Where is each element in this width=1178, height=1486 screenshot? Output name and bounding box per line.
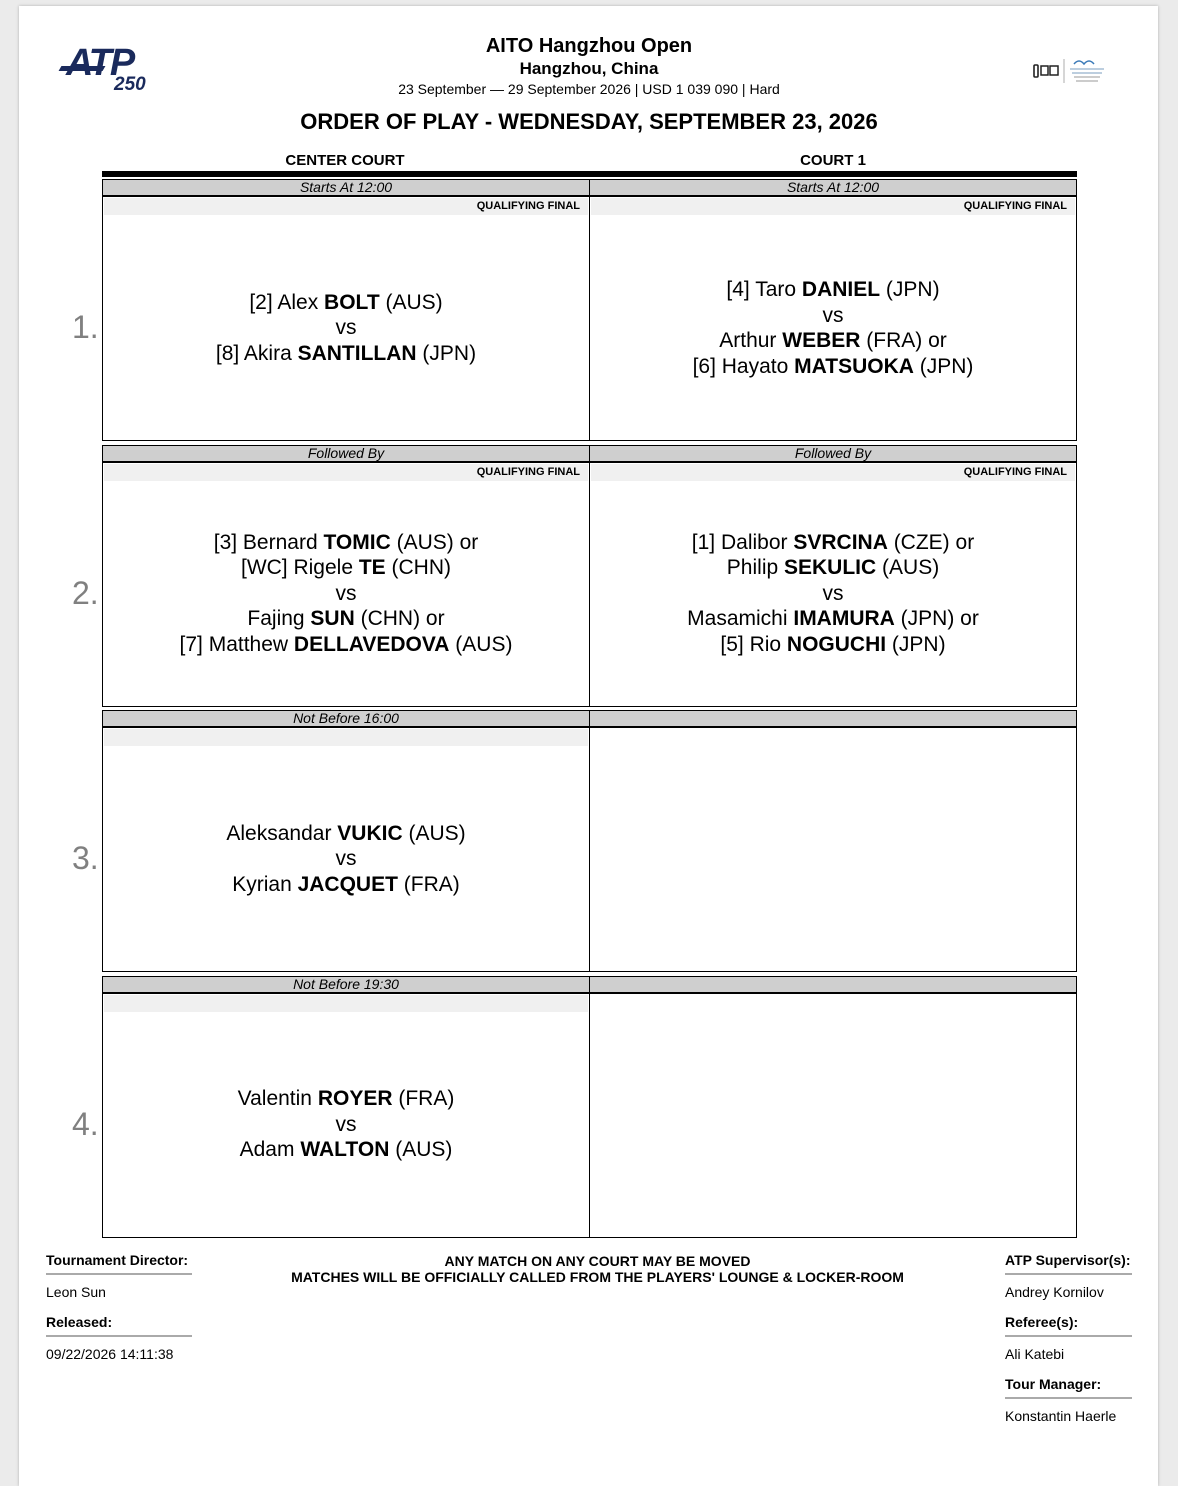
- time-band: Not Before 19:30: [102, 976, 590, 993]
- match-text: vs: [335, 847, 357, 871]
- released-divider: [46, 1335, 192, 1337]
- player-surname: VUKIC: [337, 821, 403, 845]
- player-surname: SANTILLAN: [297, 341, 417, 365]
- footer-notice: [250, 1253, 945, 1285]
- match-info: [102, 530, 590, 658]
- time-band: [589, 976, 1077, 993]
- supervisor-divider: [1005, 1273, 1132, 1275]
- match-line: [589, 581, 1077, 607]
- match-text: Fajing: [247, 607, 311, 631]
- match-text: [3] Bernard: [213, 530, 324, 554]
- player-surname: TE: [358, 556, 386, 580]
- match-text: [7] Matthew: [179, 632, 294, 656]
- tour-manager-label: Tour Manager:: [1005, 1376, 1102, 1392]
- match-text: (JPN): [886, 632, 946, 656]
- row-number: 3.: [72, 840, 99, 876]
- match-info: [589, 530, 1077, 658]
- footer-left: [46, 1252, 192, 1362]
- match-info: [102, 1086, 590, 1163]
- player-surname: SEKULIC: [784, 556, 877, 580]
- time-band: Not Before 16:00: [102, 710, 590, 727]
- notice-line-1: ANY MATCH ON ANY COURT MAY BE MOVED: [444, 1253, 751, 1269]
- player-surname: JACQUET: [297, 872, 398, 896]
- match-cell: [589, 727, 1077, 972]
- match-text: vs: [335, 581, 357, 605]
- player-surname: NOGUCHI: [786, 632, 887, 656]
- round-label: [104, 729, 588, 746]
- match-text: (AUS): [449, 632, 513, 656]
- match-text: (CHN): [385, 556, 452, 580]
- player-surname: WALTON: [300, 1138, 390, 1162]
- time-band: Followed By: [589, 445, 1077, 462]
- row-number: 4.: [72, 1105, 99, 1142]
- player-surname: TOMIC: [323, 530, 391, 554]
- player-surname: DANIEL: [801, 278, 881, 301]
- row-number: 2.: [72, 574, 99, 611]
- match-info: [102, 290, 590, 367]
- match-text: (AUS): [876, 556, 940, 580]
- match-line: [589, 530, 1077, 556]
- tournament-info: 23 September — 29 September 2026 | USD 1 039 090 | Hard: [398, 81, 780, 97]
- time-band: Followed By: [102, 445, 590, 462]
- match-text: (JPN) or: [894, 607, 979, 631]
- time-band: [589, 710, 1077, 727]
- match-text: (AUS): [402, 821, 466, 845]
- match-info: [102, 821, 590, 898]
- hangzhou-open-logo: [1030, 55, 1110, 89]
- match-line: [589, 555, 1077, 581]
- player-surname: IMAMURA: [793, 607, 895, 631]
- match-line: [102, 1112, 590, 1138]
- referee-label: Referee(s):: [1005, 1314, 1079, 1330]
- tournament-location: Hangzhou, China: [519, 59, 659, 78]
- match-text: vs: [335, 1112, 357, 1136]
- match-line: [102, 581, 590, 607]
- supervisor-value: Andrey Kornilov: [1005, 1284, 1104, 1300]
- director-label: Tournament Director:: [46, 1252, 189, 1268]
- match-text: [5] Rio: [720, 632, 787, 656]
- court-header-center: CENTER COURT: [285, 152, 405, 169]
- match-text: Masamichi: [687, 607, 794, 631]
- match-text: Aleksandar: [226, 821, 338, 845]
- match-line: [102, 821, 590, 847]
- director-divider: [46, 1273, 192, 1275]
- round-label: QUALIFYING FINAL: [104, 464, 588, 481]
- match-text: [8] Akira: [215, 341, 298, 365]
- match-text: vs: [822, 303, 844, 327]
- match-line: [102, 341, 590, 367]
- match-line: [589, 328, 1077, 354]
- player-surname: MATSUOKA: [794, 354, 914, 378]
- match-line: [102, 290, 590, 316]
- tour-manager-divider: [1005, 1397, 1132, 1399]
- match-line: [102, 606, 590, 632]
- match-text: (AUS): [389, 1138, 453, 1162]
- player-surname: SUN: [310, 607, 355, 631]
- match-line: [102, 530, 590, 556]
- round-label: QUALIFYING FINAL: [591, 198, 1075, 215]
- match-line: [589, 632, 1077, 658]
- match-line: [589, 606, 1077, 632]
- match-text: (JPN): [913, 354, 974, 378]
- director-value: Leon Sun: [46, 1284, 106, 1300]
- match-text: [4] Taro: [726, 278, 802, 301]
- player-surname: SVRCINA: [793, 530, 888, 554]
- match-text: (JPN): [880, 278, 940, 301]
- released-label: Released:: [46, 1314, 113, 1330]
- match-line: [102, 872, 590, 898]
- match-text: Adam: [239, 1138, 301, 1162]
- match-text: (FRA) or: [860, 329, 947, 352]
- match-text: (CZE) or: [887, 530, 975, 554]
- player-surname: ROYER: [317, 1087, 393, 1111]
- match-line: [102, 632, 590, 658]
- match-text: [WC] Rigele: [240, 556, 359, 580]
- match-line: [102, 1086, 590, 1112]
- match-text: (CHN) or: [354, 607, 445, 631]
- match-line: [102, 846, 590, 872]
- released-value: 09/22/2026 14:11:38: [46, 1346, 174, 1362]
- referee-value: Ali Katebi: [1005, 1346, 1065, 1362]
- atp-logo-tier: 250: [114, 74, 146, 95]
- match-text: Valentin: [237, 1087, 318, 1111]
- tournament-title: AITO Hangzhou Open: [485, 35, 693, 57]
- match-line: [589, 303, 1077, 329]
- match-line: [102, 315, 590, 341]
- tour-manager-value: Konstantin Haerle: [1005, 1408, 1117, 1424]
- match-text: (FRA): [392, 1087, 455, 1111]
- footer-right: [1005, 1252, 1132, 1424]
- player-surname: BOLT: [324, 290, 380, 314]
- time-band: Starts At 12:00: [589, 179, 1077, 196]
- match-text: (FRA): [397, 872, 460, 896]
- row-number: 1.: [72, 309, 99, 345]
- order-of-play-title: ORDER OF PLAY - WEDNESDAY, SEPTEMBER 23, 2026: [300, 109, 878, 134]
- match-text: (JPN): [416, 341, 477, 365]
- player-surname: DELLAVEDOVA: [293, 632, 450, 656]
- round-label: QUALIFYING FINAL: [104, 198, 588, 215]
- referee-divider: [1005, 1335, 1132, 1337]
- match-line: [589, 277, 1077, 303]
- notice-line-2: MATCHES WILL BE OFFICIALLY CALLED FROM THE PLAYERS' LOUNGE & LOCKER-ROOM: [291, 1269, 904, 1285]
- match-text: [6] Hayato: [692, 354, 795, 378]
- match-text: [2] Alex: [249, 290, 325, 314]
- match-line: [102, 555, 590, 581]
- atp-logo-text: ATP: [66, 42, 134, 84]
- match-text: vs: [335, 316, 357, 340]
- player-surname: WEBER: [782, 329, 861, 352]
- atp-250-logo: [60, 42, 170, 102]
- round-label: [104, 995, 588, 1012]
- match-cell: [589, 993, 1077, 1238]
- match-line: [102, 1137, 590, 1163]
- match-text: (AUS) or: [390, 530, 479, 554]
- match-text: vs: [822, 581, 844, 605]
- match-text: Philip: [726, 556, 784, 580]
- court-header-court1: COURT 1: [800, 152, 866, 169]
- round-label: QUALIFYING FINAL: [591, 464, 1075, 481]
- match-info: [589, 277, 1077, 379]
- time-band: Starts At 12:00: [102, 179, 590, 196]
- match-text: [1] Dalibor: [691, 530, 794, 554]
- match-text: Kyrian: [232, 872, 298, 896]
- schedule-top-bar: [102, 171, 1077, 177]
- match-text: Arthur: [719, 329, 783, 352]
- match-text: (AUS): [379, 290, 443, 314]
- supervisor-label: ATP Supervisor(s):: [1005, 1252, 1131, 1268]
- match-line: [589, 354, 1077, 380]
